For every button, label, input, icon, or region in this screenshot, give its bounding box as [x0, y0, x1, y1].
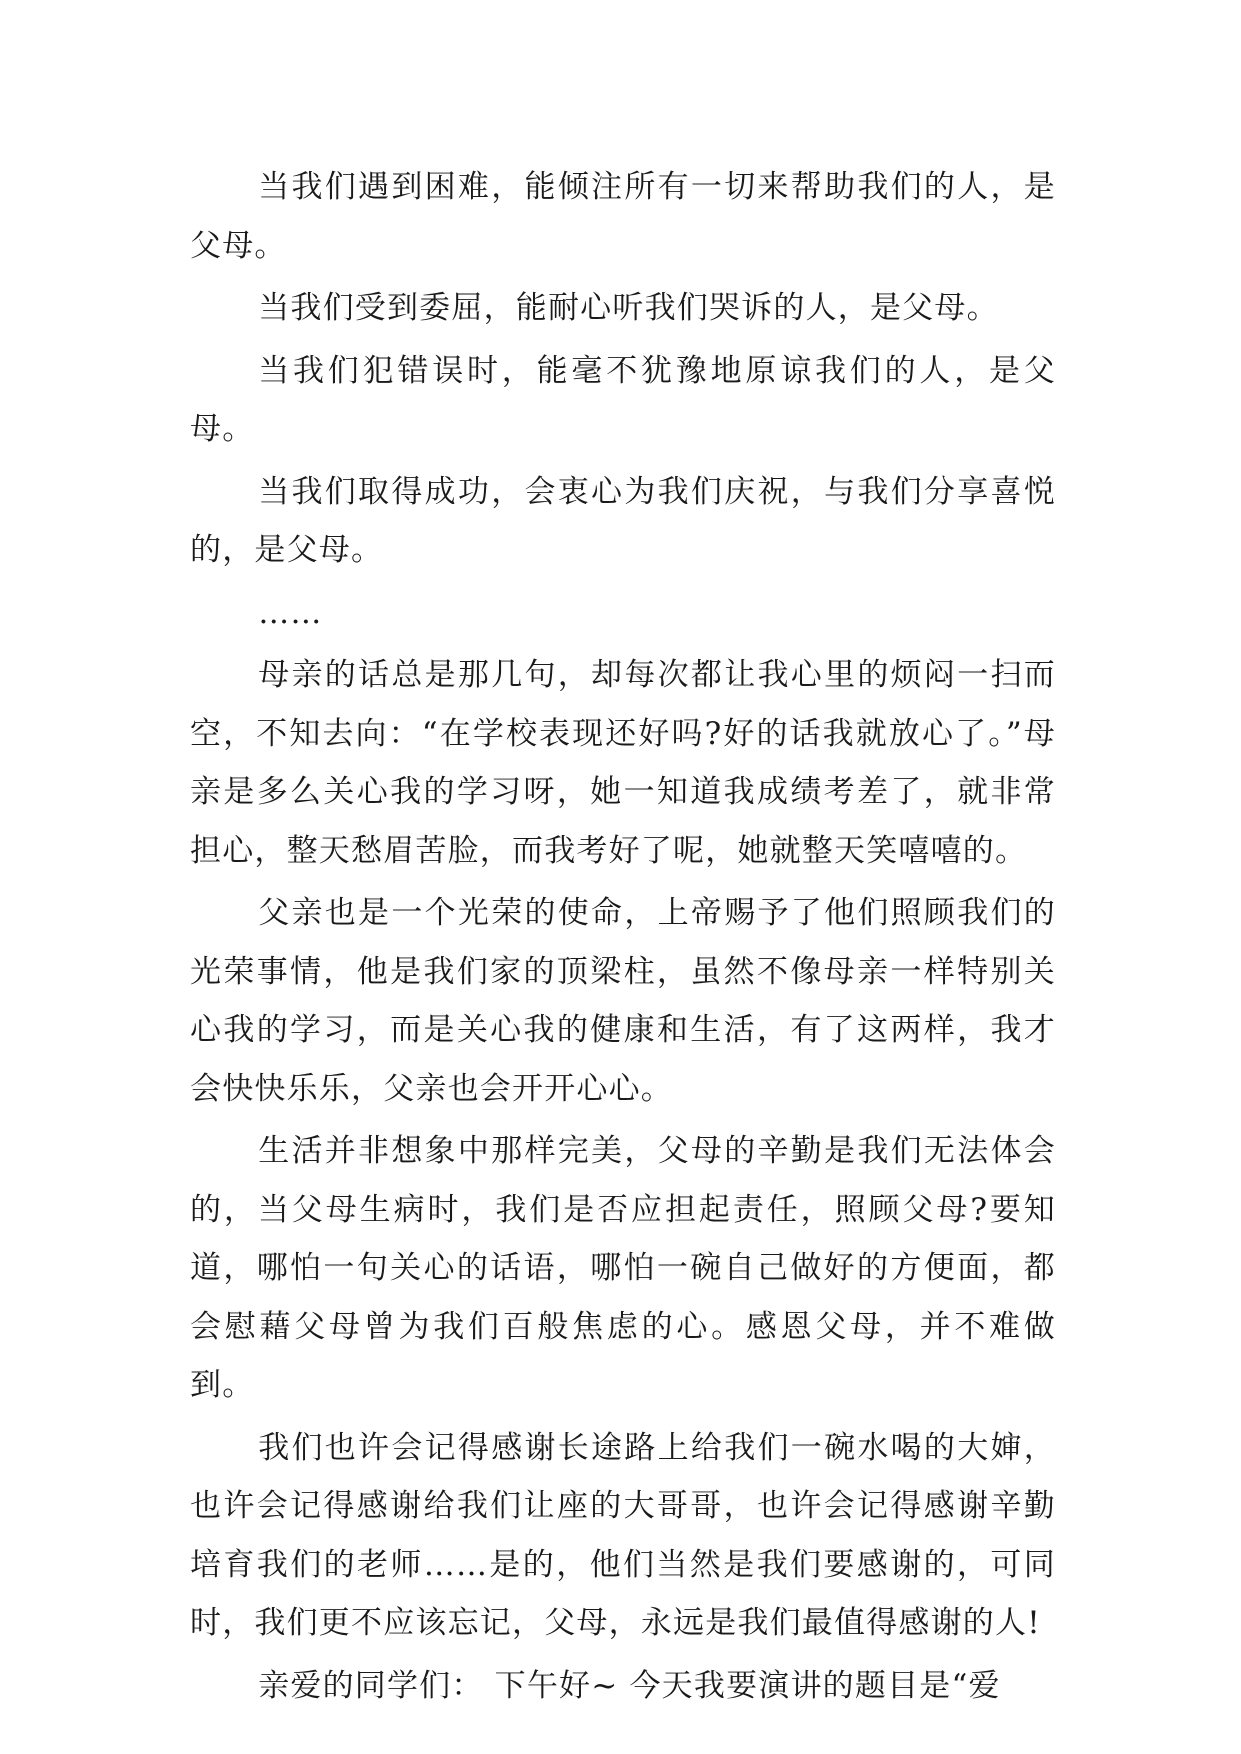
- document-body: [190, 158, 1056, 1719]
- paragraph-4: 当我们取得成功，会衷心为我们庆祝，与我们分享喜悦的，是父母。: [190, 473, 1056, 568]
- paragraph-life: 生活并非想象中那样完美，父母的辛勤是我们无法体会的，当父母生病时，我们是否应担起责任，照顾父母?要知道，哪怕一句关心的话语，哪怕一碗自己做好的方便面，都会慰藉父母曾为我们百般焦虑的心。感恩父母，并不难做到。: [190, 1133, 1056, 1403]
- paragraph-gratitude: 我们也许会记得感谢长途路上给我们一碗水喝的大婶，也许会记得感谢给我们让座的大哥哥，也许会记得感谢辛勤培育我们的老师……是的，他们当然是我们要感谢的，可同时，我们更不应该忘记，父母，永远是我们最值得感谢的人!: [190, 1429, 1056, 1641]
- paragraph-2: 当我们受到委屈，能耐心听我们哭诉的人，是父母。: [258, 290, 999, 326]
- paragraph-1: 当我们遇到困难，能倾注所有一切来帮助我们的人，是父母。: [190, 169, 1056, 264]
- paragraph-mother: 母亲的话总是那几句，却每次都让我心里的烦闷一扫而空，不知去向：“在学校表现还好吗?好的话我就放心了。”母亲是多么关心我的学习呀，她一知道我成绩考差了，就非常担心，整天愁眉苦脸，而我考好了呢，她就整天笑嘻嘻的。: [190, 657, 1056, 869]
- paragraph-3: 当我们犯错误时，能毫不犹豫地原谅我们的人，是父母。: [190, 352, 1056, 447]
- paragraph-ellipsis: ……: [258, 594, 323, 631]
- paragraph-father: 父亲也是一个光荣的使命，上帝赐予了他们照顾我们的光荣事情，他是我们家的顶梁柱，虽然不像母亲一样特别关心我的学习，而是关心我的健康和生活，有了这两样，我才会快快乐乐，父亲也会开开心心。: [190, 895, 1056, 1107]
- paragraph-greeting: 亲爱的同学们： 下午好~ 今天我要演讲的题目是“爱: [258, 1667, 1001, 1704]
